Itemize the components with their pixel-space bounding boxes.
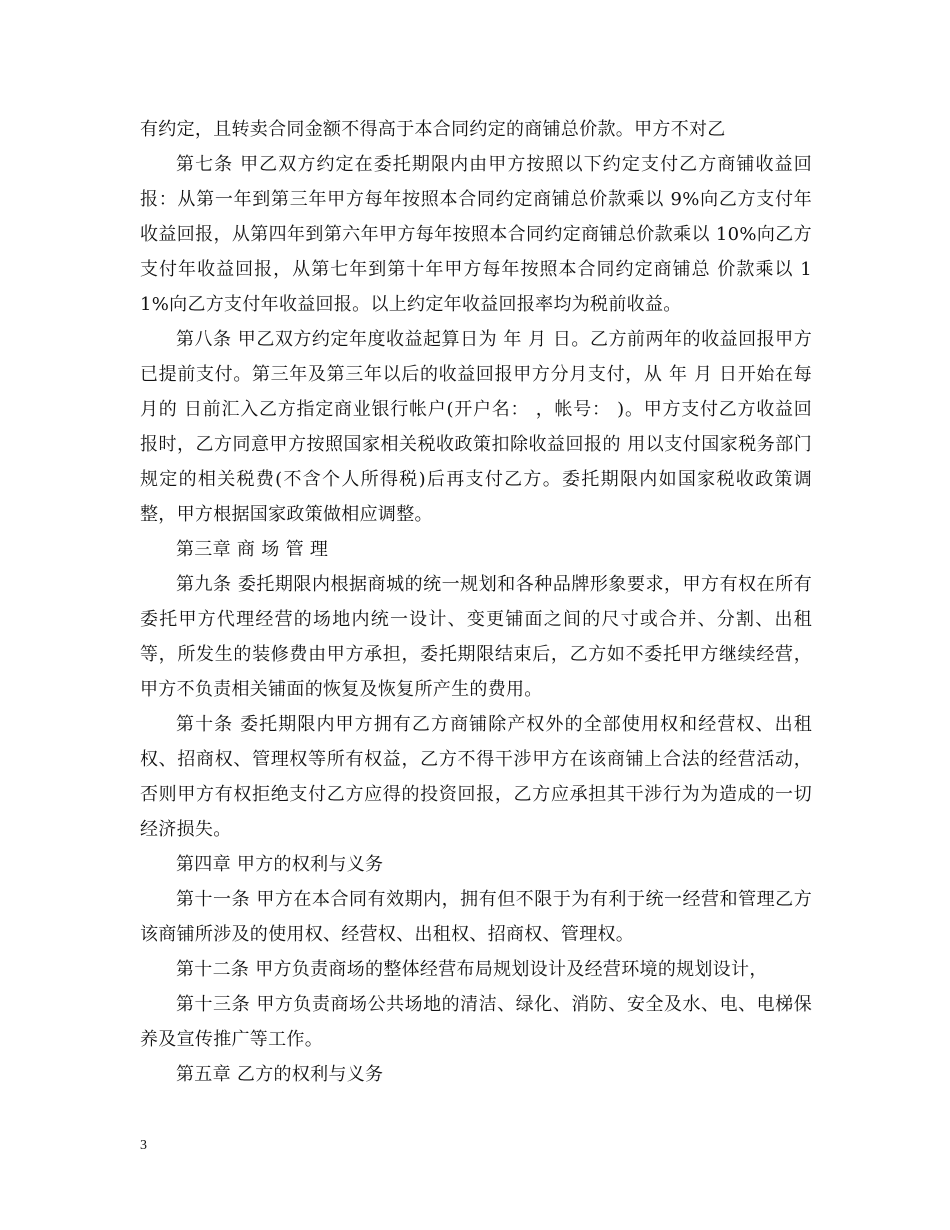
- article-13: 第十三条 甲方负责商场公共场地的清洁、绿化、消防、安全及水、电、电梯保养及宣传推广等工作。: [140, 994, 812, 1050]
- article-11: 第十一条 甲方在本合同有效期内，拥有但不限于为有利于统一经营和管理乙方该商铺所涉及的使用权、经营权、出租权、招商权、管理权。: [140, 889, 812, 945]
- document-body: [140, 112, 812, 1092]
- page-number: 3: [140, 1138, 147, 1153]
- article-7: 第七条 甲乙双方约定在委托期限内由甲方按照以下约定支付乙方商铺收益回报：从第一年到第三年甲方每年按照本合同约定商铺总价款乘以 9%向乙方支付年收益回报，从第四年到第六年甲方每年按照本合同约定商铺总价款乘以 10%向乙方支付年收益回报，从第七年到第十年甲方每年按照本合同约定商铺总 价款乘以 11%向乙方支付年收益回报。以上约定年收益回报率均为税前收益。: [140, 154, 812, 315]
- chapter-3-heading: 第三章 商 场 管 理: [176, 539, 329, 560]
- article-12: 第十二条 甲方负责商场的整体经营布局规划设计及经营环境的规划设计，: [176, 959, 768, 980]
- article-10: 第十条 委托期限内甲方拥有乙方商铺除产权外的全部使用权和经营权、出租权、招商权、管理权等所有权益，乙方不得干涉甲方在该商铺上合法的经营活动，否则甲方有权拒绝支付乙方应得的投资回报，乙方应承担其干涉行为为造成的一切经济损失。: [140, 714, 812, 840]
- article-8: 第八条 甲乙双方约定年度收益起算日为 年 月 日。乙方前两年的收益回报甲方已提前支付。第三年及第三年以后的收益回报甲方分月支付，从 年 月 日开始在每月的 日前汇入乙方指定商业银行帐户(开户名： ，帐号： )。甲方支付乙方收益回报时，乙方同意甲方按照国家相关税收政策扣除收益回报的 用以支付国家税务部门规定的相关税费(不含个人所得税)后再支付乙方。委托期限内如国家税收政策调整，甲方根据国家政策做相应调整。: [140, 329, 812, 525]
- chapter-4-heading: 第四章 甲方的权利与义务: [176, 854, 384, 875]
- chapter-5-heading: 第五章 乙方的权利与义务: [176, 1064, 384, 1085]
- article-9: 第九条 委托期限内根据商城的统一规划和各种品牌形象要求，甲方有权在所有委托甲方代理经营的场地内统一设计、变更铺面之间的尺寸或合并、分割、出租等，所发生的装修费由甲方承担，委托期限结束后，乙方如不委托甲方继续经营，甲方不负责相关铺面的恢复及恢复所产生的费用。: [140, 574, 812, 700]
- paragraph-continuation: 有约定，且转卖合同金额不得高于本合同约定的商铺总价款。甲方不对乙: [140, 119, 726, 140]
